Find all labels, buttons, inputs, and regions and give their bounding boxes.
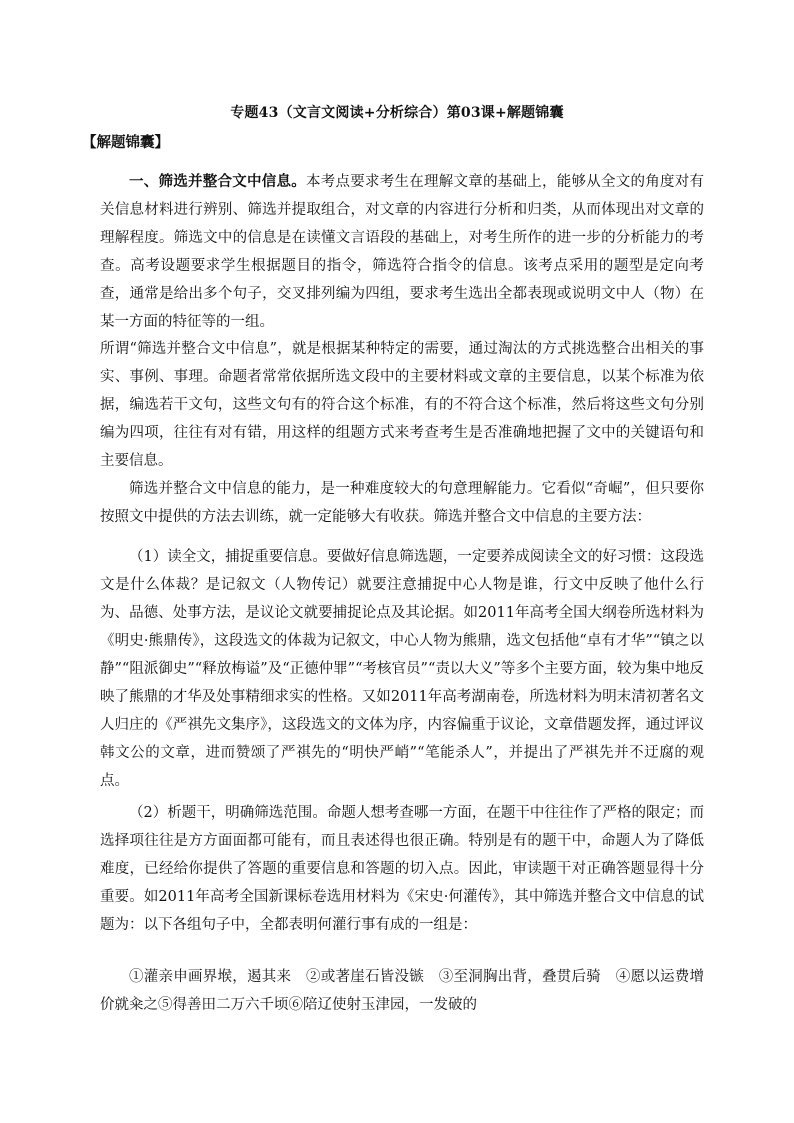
paragraph-1-text: 本考点要求考生在理解文章的基础上，能够从全文的角度对有关信息材料进行辨别、筛选并提取组合，对文章的内容进行分析和归类，从而体现出对文章的理解程度。筛选文中的信息是在读懂文言语段的基础上，对考生所作的进一步的分析能力的考查。高考设题要求学生根据题目的指令，筛选符合指令的信息。该考点采用的题型是定向考查，通常是给出多个句子，交叉排列编为四组，要求考生选出全都表现或说明文中人（物）在某一方面的特征等的一组。: [100, 174, 704, 330]
paragraph-2: [100, 335, 704, 475]
paragraph-1-lead: 一、筛选并整合文中信息。: [129, 173, 306, 190]
paragraph-3-text: 筛选并整合文中信息的能力，是一种难度较大的句意理解能力。它看似“奇崛”，但只要你按照文中提供的方法去训练，就一定能够大有收获。筛选并整合文中信息的主要方法：: [100, 481, 704, 525]
paragraph-4-text: （1）读全文，捕捉重要信息。要做好信息筛选题，一定要养成阅读全文的好习惯：这段选文是什么体裁？是记叙文（人物传记）就要注意捕捉中心人物是谁，行文中反映了他什么行为、品德、处事方法，是议论文就要捕捉论点及其论据。如2011年高考全国大纲卷所选材料为《明史·熊鼎传》，这段选文的体裁为记叙文，中心人物为熊鼎，选文包括他“卓有才华”“镇之以静”“阻派御史”“释放梅谥”及“正德仲罪”“考核官员”“责以大义”等多个主要方面，较为集中地反映了熊鼎的才华及处事精细求实的性格。又如2011年高考湖南卷，所选材料为明末清初著名文人归庄的《严祺先文集序》，这段选文的文体为序，内容偏重于议论，文章借题发挥，通过评议韩文公的文章，进而赞颂了严祺先的“明快严峭”“笔能杀人”，并提出了严祺先并不迂腐的观点。: [100, 549, 704, 789]
paragraph-1: [100, 168, 704, 336]
paragraph-5: [100, 799, 704, 939]
paragraph-6-text: ①灌亲申画界堠，遏其来 ②或著崖石皆没镞 ③至洞胸出背，叠贯后骑 ④愿以运费增价就籴之⑤得善田二万六千顷⑥陪辽使射玉津园，一发破的: [100, 969, 704, 1013]
paragraph-6: [100, 963, 704, 1019]
paragraph-4: [100, 543, 704, 795]
paragraph-3: [100, 475, 704, 531]
paragraph-2-text: 所谓“筛选并整合文中信息”，就是根据某种特定的需要，通过淘汰的方式挑选整合出相关的事实、事例、事理。命题者常常依据所选文段中的主要材料或文章的主要信息，以某个标准为依据，编选若干文句，这些文句有的符合这个标准，有的不符合这个标准，然后将这些文句分别编为四项，往往有对有错，用这样的组题方式来考查考生是否准确地把握了文中的关键语句和主要信息。: [100, 341, 704, 469]
section-label: 【解题锦囊】: [82, 134, 169, 151]
paragraph-5-text: （2）析题干，明确筛选范围。命题人想考查哪一方面，在题干中往往作了严格的限定；而选择项往往是方方面面都可能有，而且表述得也很正确。特别是有的题干中，命题人为了降低难度，已经给你提供了答题的重要信息和答题的切入点。因此，审读题干对正确答题显得十分重要。如2011年高考全国新课标卷选用材料为《宋史·何灌传》，其中筛选并整合文中信息的试题为：以下各组句子中，全都表明何灌行事有成的一组是：: [100, 805, 704, 933]
document-title: 专题43（文言文阅读+分析综合）第03课+解题锦囊: [230, 105, 564, 121]
